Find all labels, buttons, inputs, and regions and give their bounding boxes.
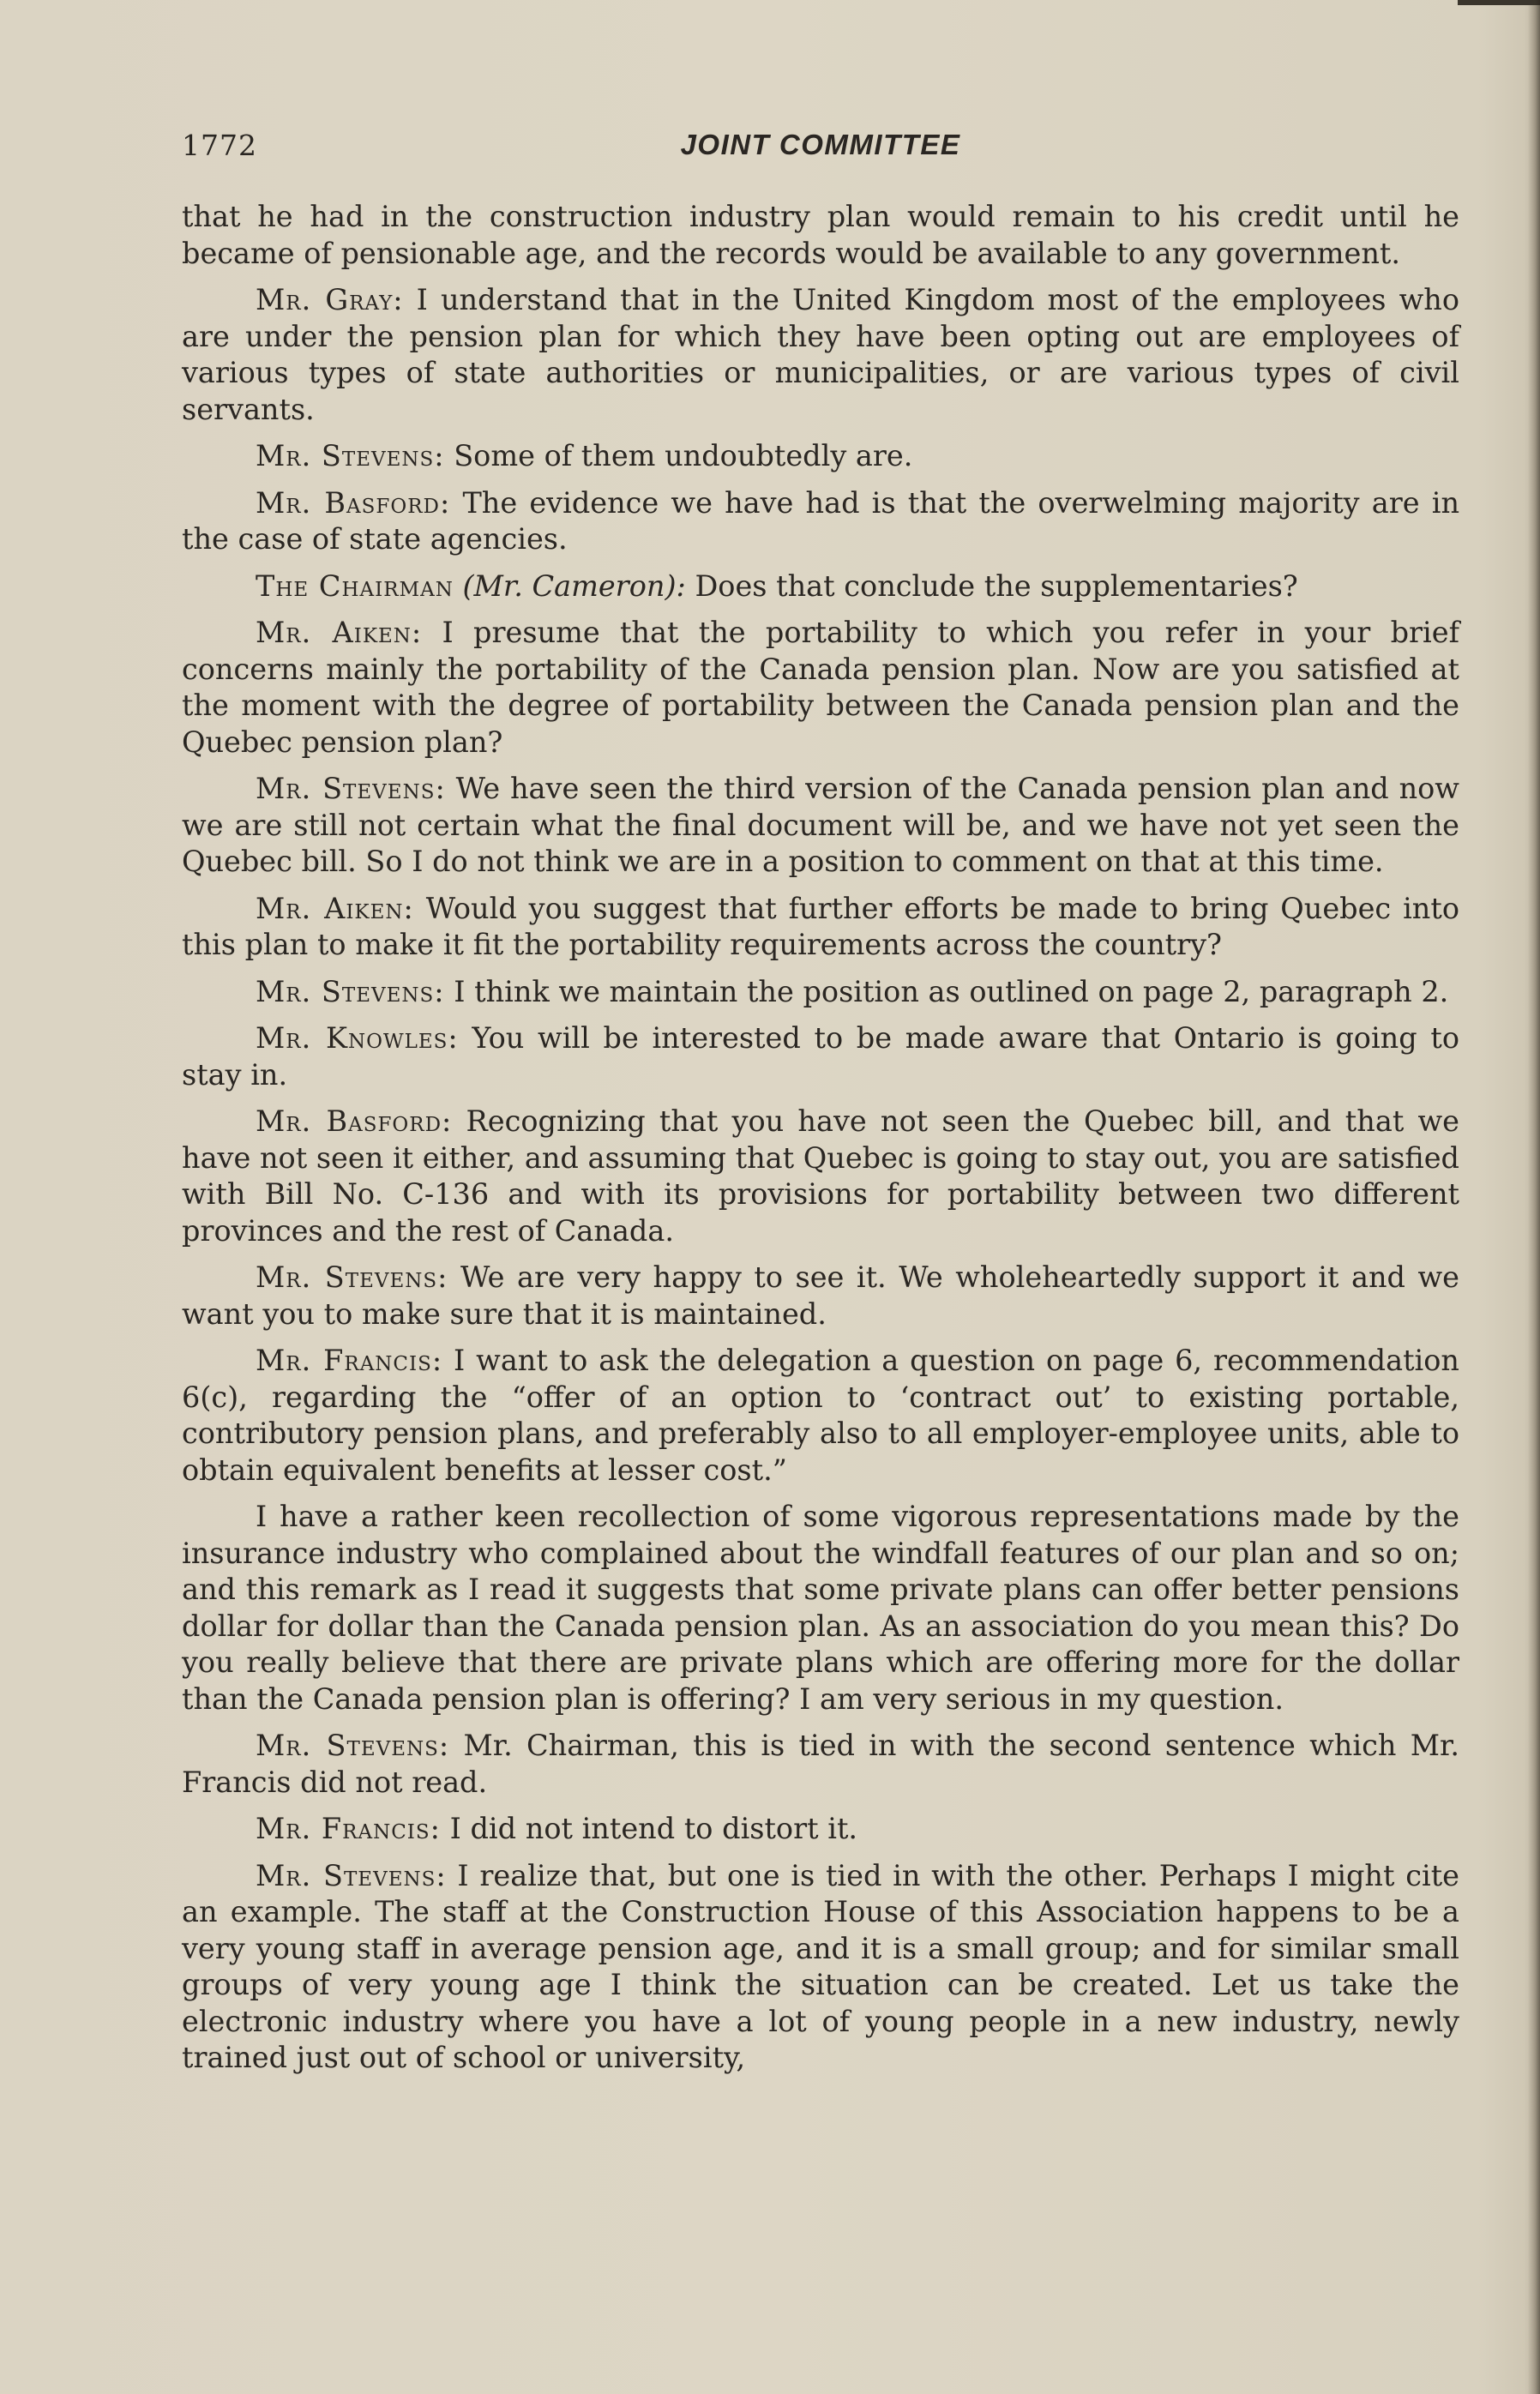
paragraph-text: that he had in the construction industry plan would remain to his credit until he became of pensionable age, and the records would be available to any government. (182, 200, 1459, 270)
paragraph-text: You will be interested to be made aware that Ontario is going to stay in. (182, 1021, 1459, 1092)
speaker-name: Mr. Aiken: (256, 616, 423, 649)
speaker-name: Mr. Stevens: (256, 1729, 450, 1762)
paragraph (182, 974, 1459, 1011)
speaker-name: Mr. Stevens: (256, 974, 445, 1008)
speaker-name: Mr. Stevens: (256, 1260, 448, 1294)
paragraph (182, 1499, 1459, 1717)
paragraph (182, 891, 1459, 964)
speaker-name: Mr. Aiken: (256, 891, 414, 925)
speaker-name: Mr. Gray: (256, 283, 404, 316)
paragraph-text: We are very happy to see it. We wholeheartedly support it and we want you to make sure that it is maintained. (182, 1260, 1459, 1331)
page-number: 1772 (182, 129, 257, 162)
paragraph (182, 282, 1459, 428)
paragraph-text: I realize that, but one is tied in with the other. Perhaps I might cite an example. The staff at the Construction House of this Association happens to be a very young staff in average pension age, and it is a small group; and for similar small groups of very young age I think the situation can be created. Let us take the electronic industry where you have a lot of young people in a new industry, newly trained just out of school or university, (182, 1858, 1459, 2074)
paragraph-text: I have a rather keen recollection of some vigorous representations made by the insurance industry who complained about the windfall features of our plan and so on; and this remark as I read it suggests that some private plans can offer better pensions dollar for dollar than the Canada pension plan. As an association do you mean this? Do you really believe that there are private plans which are offering more for the dollar than the Canada pension plan is offering? I am very serious in my question. (182, 1500, 1459, 1716)
paragraph (182, 1858, 1459, 2077)
speaker-note: (Mr. Cameron): (462, 568, 686, 603)
paragraph-text: I presume that the portability to which you refer in your brief concerns mainly the portability of the Canada pension plan. Now are you satisfied at the moment with the degree of portability between the Canada pension plan and the Quebec pension plan? (182, 616, 1459, 759)
paragraph (182, 1260, 1459, 1332)
paragraph (182, 615, 1459, 761)
paragraph (182, 1343, 1459, 1489)
paragraph (182, 568, 1459, 605)
paragraph-text: I think we maintain the position as outlined on page 2, paragraph 2. (454, 974, 1449, 1008)
speaker-name: Mr. Basford: (256, 1104, 453, 1138)
paragraph-text: Mr. Chairman, this is tied in with the second sentence which Mr. Francis did not read. (182, 1729, 1459, 1799)
paragraph (182, 199, 1459, 272)
page-header (182, 129, 1459, 171)
speaker-name: Mr. Francis: (256, 1344, 443, 1377)
running-head: JOINT COMMITTEE (680, 129, 961, 160)
paragraph (182, 1104, 1459, 1249)
paragraph-text: Recognizing that you have not seen the Quebec bill, and that we have not seen it either, and assuming that Quebec is going to stay out, you are satisfied with Bill No. C-136 and with its provisions for portability between two different provinces and the rest of Canada. (182, 1104, 1459, 1248)
speaker-name: Mr. Francis: (256, 1812, 441, 1845)
paragraph (182, 485, 1459, 558)
paragraph-text: Does that conclude the supplementaries? (695, 568, 1298, 603)
speaker-name: Mr. Stevens: (256, 772, 446, 805)
paragraph-text: The evidence we have had is that the overwelming majority are in the case of state agencies. (182, 485, 1460, 556)
speaker-name: Mr. Knowles: (256, 1021, 459, 1055)
speaker-name: Mr. Stevens: (256, 1858, 447, 1892)
paragraph-text: We have seen the third version of the Canada pension plan and now we are still not certain what the final document will be, and we have not yet seen the Quebec bill. So I do not think we are in a position to comment on that at this time. (182, 772, 1459, 878)
speaker-name: The Chairman (256, 568, 454, 603)
scan-edge-right (1528, 0, 1540, 2394)
paragraph (182, 1020, 1459, 1093)
paragraph-text: I did not intend to distort it. (449, 1812, 858, 1845)
paragraph-text: I want to ask the delegation a question on page 6, recommendation 6(c), regarding the “offer of an option to ‘contract out’ to existing portable, contributory pension plans, and preferably also to all employer-employee units, able to obtain equivalent benefits at lesser cost.” (182, 1344, 1459, 1487)
speaker-name: Mr. Basford: (256, 485, 451, 520)
paragraph (182, 771, 1459, 881)
paragraph-text: Would you suggest that further efforts be made to bring Quebec into this plan to make it fit the portability requirements across the country? (182, 891, 1459, 961)
paragraph-text: Some of them undoubtedly are. (454, 439, 913, 472)
paragraph (182, 438, 1459, 475)
paragraph (182, 1811, 1459, 1848)
paragraph-text: I understand that in the United Kingdom most of the employees who are under the pension plan for which they have been opting out are employees of various types of state authorities or municipalities, or are various types of civil servants. (182, 283, 1459, 426)
page-body (182, 199, 1459, 2087)
speaker-name: Mr. Stevens: (256, 439, 445, 472)
paragraph (182, 1728, 1459, 1801)
